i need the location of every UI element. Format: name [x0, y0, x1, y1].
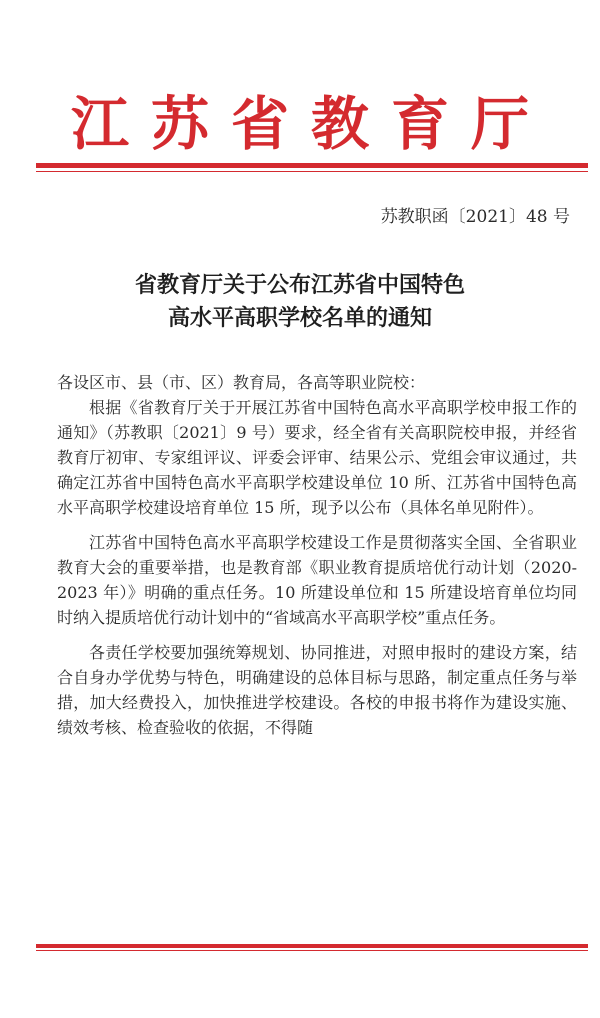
document-title: [0, 269, 600, 335]
footer-rule-thin: [36, 950, 588, 951]
letterhead-rule-thick: [36, 163, 588, 168]
body-paragraph-1: 根据《省教育厅关于开展江苏省中国特色高水平高职学校申报工作的通知》（苏教职〔2021〕9 号）要求，经全省有关高职院校申报，并经省教育厅初审、专家组评议、评委会评审、结果公示、党组会审议通过，共确定江苏省中国特色高水平高职学校建设单位 10 所、江苏省中国特色高水平高职学校建设培育单位 15 所，现予以公布（具体名单见附件）。: [57, 398, 577, 517]
document-title-line-1: 省教育厅关于公布江苏省中国特色: [134, 273, 465, 298]
body-paragraph-2: 江苏省中国特色高水平高职学校建设工作是贯彻落实全国、全省职业教育大会的重要举措，也是教育部《职业教育提质培优行动计划（2020-2023 年）》明确的重点任务。10 所建设单位和 15 所建设培育单位均同时纳入提质培优行动计划中的“省域高水平高职学校”重点任务。: [57, 533, 577, 627]
document-title-line-2: 高水平高职学校名单的通知: [167, 306, 432, 331]
letterhead-title: 江苏省教育厅: [70, 90, 551, 158]
letterhead-rule-thin: [36, 171, 588, 172]
document-body: [57, 370, 577, 750]
document-number: 苏教职函〔2021〕48 号: [380, 207, 570, 227]
body-paragraph-3: 各责任学校要加强统筹规划、协同推进，对照申报时的建设方案，结合自身办学优势与特色，明确建设的总体目标与思路，制定重点任务与举措，加大经费投入，加快推进学校建设。各校的申报书将作为建设实施、绩效考核、检查验收的依据，不得随: [57, 643, 577, 737]
salutation: 各设区市、县（市、区）教育局，各高等职业院校：: [57, 373, 426, 392]
footer-rule-thick: [36, 944, 588, 948]
